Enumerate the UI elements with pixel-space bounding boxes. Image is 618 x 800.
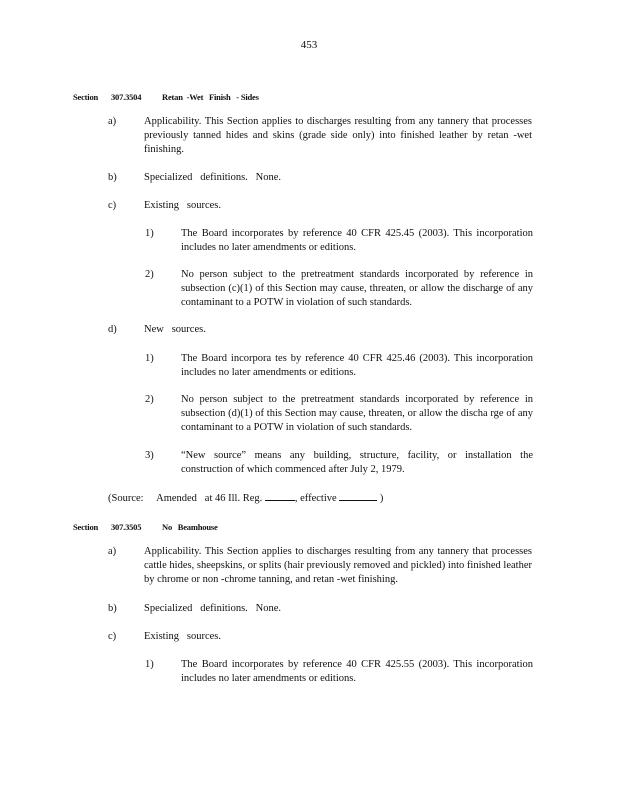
section-label: Section <box>73 522 99 532</box>
item-text: Existing sources. <box>144 200 221 211</box>
item-text: New sources. <box>144 324 206 335</box>
section-heading-307-3504 <box>73 90 259 104</box>
source-prefix: (Source: Amended at 46 Ill. Reg. <box>108 493 263 504</box>
item-marker: 1) <box>145 228 154 239</box>
source-end: ) <box>379 493 384 504</box>
item-marker: a) <box>108 116 117 127</box>
item-marker: c) <box>108 200 117 211</box>
item-text: The Board incorporates by reference 40 CFR 425.55 (2003). This incorporation includes no later amendments or editions. <box>181 659 533 684</box>
item-marker: c) <box>108 631 117 642</box>
item-text: Specialized definitions. None. <box>144 603 282 614</box>
section-heading-307-3505 <box>73 520 218 534</box>
item-marker: 1) <box>145 353 154 364</box>
source-note <box>108 490 528 506</box>
item-text: The Board incorpora tes by reference 40 CFR 425.46 (2003). This incorporation includes no later amendments or editions. <box>181 353 533 378</box>
item-marker: b) <box>108 603 117 614</box>
item-marker: d) <box>108 324 117 335</box>
effective-date-blank <box>339 490 377 501</box>
section-title: No Beamhouse <box>162 522 218 532</box>
item-marker: 2) <box>145 394 154 405</box>
item-text: Specialized definitions. None. <box>144 172 282 183</box>
item-text: Applicability. This Section applies to discharges resulting from any tannery that processes cattle hides, sheepskins, or splits (hair previously removed and pickled) into finished leather by chrome or non -chrome tanning, and retan -wet finishing. <box>144 546 532 585</box>
item-text: Existing sources. <box>144 631 221 642</box>
item-text: No person subject to the pretreatment standards incorporated by reference in subsection (d)(1) of this Section may cause, threaten, or allow the discha rge of any contaminant to a POTW in violation of such standards. <box>181 394 533 433</box>
register-blank <box>265 490 295 501</box>
source-effective: , effective <box>294 493 337 504</box>
item-marker: 3) <box>145 450 154 461</box>
item-marker: a) <box>108 546 117 557</box>
item-marker: 2) <box>145 269 154 280</box>
item-marker: b) <box>108 172 117 183</box>
section-label: Section <box>73 92 99 102</box>
section-number: 307.3504 <box>111 92 142 102</box>
section-title: Retan -Wet Finish - Sides <box>162 92 259 102</box>
item-text: “New source” means any building, structure, facility, or installation the construction of which commenced after July 2, 1979. <box>181 450 533 475</box>
item-text: Applicability. This Section applies to discharges resulting from any tannery that processes previously tanned hides and skins (grade side only) into finished leather by retan -wet finishing. <box>144 116 532 155</box>
item-text: The Board incorporates by reference 40 CFR 425.45 (2003). This incorporation includes no later amendments or editions. <box>181 228 533 253</box>
section-number: 307.3505 <box>111 522 142 532</box>
page-number: 453 <box>300 39 318 51</box>
item-marker: 1) <box>145 659 154 670</box>
item-text: No person subject to the pretreatment standards incorporated by reference in subsection (c)(1) of this Section may cause, threaten, or allow the discharge of any contaminant to a POTW in violation of such standards. <box>181 269 533 308</box>
